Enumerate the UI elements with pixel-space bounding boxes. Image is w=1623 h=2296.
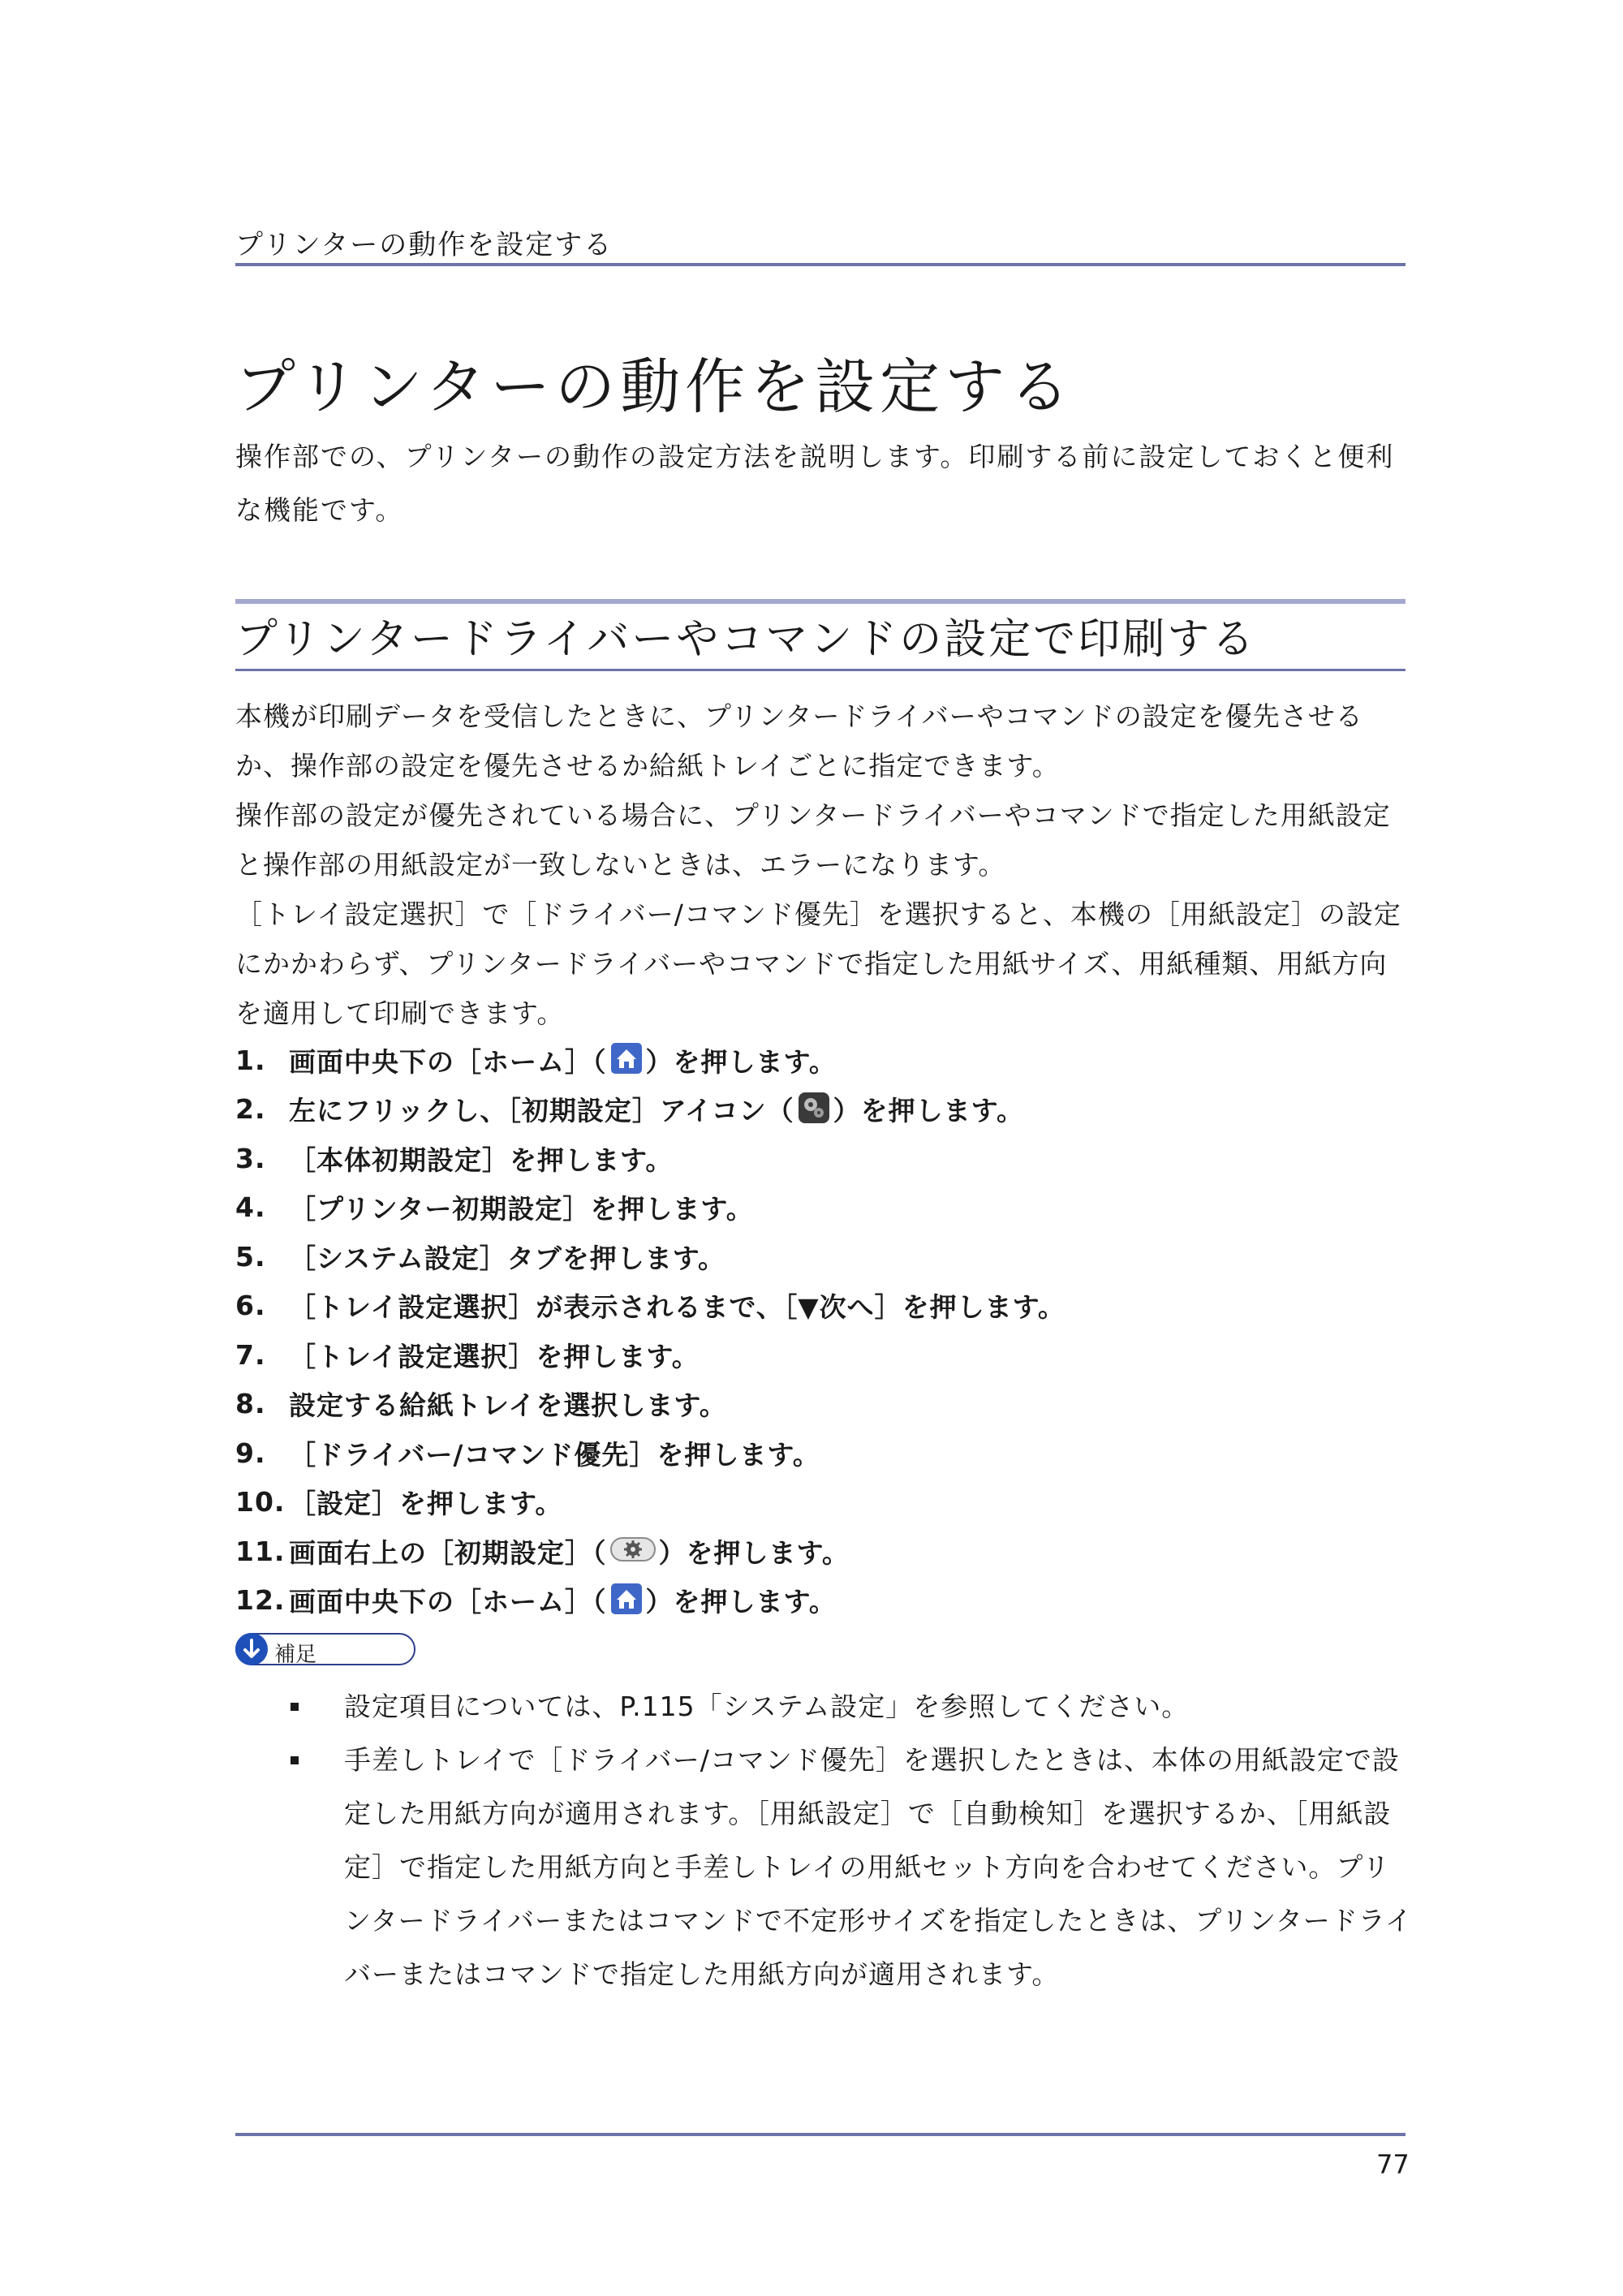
- section-rule-top: [235, 599, 1406, 604]
- step-item: [235, 1134, 1404, 1183]
- step-number: 5.: [235, 1240, 266, 1273]
- body-paragraph: 本機が印刷データを受信したときに、プリンタードライバーやコマンドの設定を優先させるか、操作部の設定を優先させるか給紙トレイごとに指定できます。: [235, 700, 1363, 782]
- procedure-steps: [235, 1036, 1404, 1625]
- step-text-after: ）を押します。: [645, 1586, 837, 1618]
- step-text-after: ）を押します。: [645, 1045, 837, 1078]
- bullet-marker: [291, 1703, 299, 1711]
- step-number: 3.: [235, 1142, 266, 1174]
- step-text: 画面中央下の［ホーム］（: [289, 1586, 607, 1618]
- note-label: 補足: [274, 1643, 317, 1667]
- step-text: 画面中央下の［ホーム］（: [289, 1045, 607, 1078]
- note-text: 設定項目については、P.115「システム設定」を参照してください。: [344, 1691, 1190, 1722]
- step-item: [235, 1428, 1404, 1478]
- step-text: 左にフリックし、［初期設定］アイコン（: [289, 1095, 794, 1127]
- step-number: 7.: [235, 1338, 266, 1371]
- settings-app-icon: [798, 1092, 830, 1124]
- gear-icon: [610, 1533, 656, 1566]
- footer-rule: [235, 2133, 1406, 2136]
- running-head: プリンターの動作を設定する: [235, 229, 613, 261]
- step-number: 8.: [235, 1388, 266, 1420]
- note-item: [289, 1734, 1417, 2001]
- intro-paragraph: 操作部での、プリンターの動作の設定方法を説明します。印刷する前に設定しておくと便利な機能です。: [235, 441, 1395, 526]
- step-text-after: ）を押します。: [658, 1536, 850, 1569]
- section-rule-bottom: [235, 669, 1406, 671]
- step-text: ［トレイ設定選択］が表示されるまで、［▼次へ］を押します。: [289, 1291, 1065, 1324]
- step-item: [235, 1527, 1404, 1576]
- step-item: [235, 1183, 1404, 1233]
- step-text: 設定する給紙トレイを選択します。: [289, 1389, 727, 1422]
- step-item: [235, 1478, 1404, 1527]
- body-paragraph: 操作部の設定が優先されている場合に、プリンタードライバーやコマンドで指定した用紙設定と操作部の用紙設定が一致しないときは、エラーになります。: [235, 799, 1391, 881]
- step-text: ［ドライバー/コマンド優先］を押します。: [289, 1438, 820, 1471]
- step-text: ［設定］を押します。: [289, 1488, 563, 1520]
- step-text: ［システム設定］タブを押します。: [289, 1242, 726, 1274]
- note-badge: [235, 1633, 415, 1665]
- page-title: プリンターの動作を設定する: [235, 352, 1075, 422]
- header-rule: [235, 263, 1406, 266]
- home-icon: [610, 1042, 643, 1075]
- step-text: ［本体初期設定］を押します。: [289, 1144, 674, 1176]
- step-item: [235, 1232, 1404, 1282]
- note-item: [289, 1680, 1417, 1734]
- step-number: 2.: [235, 1093, 266, 1126]
- section-heading: プリンタードライバーやコマンドの設定で印刷する: [235, 615, 1257, 664]
- step-text-after: ）を押します。: [833, 1095, 1024, 1127]
- step-text: ［トレイ設定選択］を押します。: [289, 1340, 700, 1372]
- step-number: 6.: [235, 1290, 266, 1322]
- step-text: ［プリンター初期設定］を押します。: [289, 1193, 754, 1226]
- step-item: [235, 1282, 1404, 1331]
- step-number: 11.: [235, 1535, 286, 1567]
- step-number: 12.: [235, 1584, 286, 1617]
- step-item: [235, 1380, 1404, 1429]
- step-item: [235, 1330, 1404, 1380]
- arrow-down-icon: [235, 1633, 268, 1665]
- bullet-marker: [291, 1756, 299, 1764]
- page-number: 77: [1376, 2149, 1410, 2180]
- step-item: [235, 1576, 1404, 1626]
- step-number: 4.: [235, 1191, 266, 1224]
- step-item: [235, 1036, 1404, 1085]
- step-text: 画面右上の［初期設定］（: [289, 1536, 607, 1569]
- home-icon: [610, 1583, 643, 1615]
- step-number: 10.: [235, 1486, 286, 1518]
- section-body: [235, 691, 1414, 1038]
- note-list: [289, 1680, 1417, 2001]
- step-number: 9.: [235, 1437, 266, 1469]
- step-number: 1.: [235, 1044, 266, 1076]
- note-text: 手差しトレイで［ドライバー/コマンド優先］を選択したときは、本体の用紙設定で設定した用紙方向が適用されます。［用紙設定］で［自動検知］を選択するか、［用紙設定］で指定した用紙方向と手差しトレイの用紙セット方向を合わせてください。プリンタードライバーまたはコマンドで不定形サイズを指定したときは、プリンタードライバーまたはコマンドで指定した用紙方向が適用されます。: [344, 1744, 1413, 1990]
- body-paragraph: ［トレイ設定選択］で［ドライバー/コマンド優先］を選択すると、本機の［用紙設定］の設定にかかわらず、プリンタードライバーやコマンドで指定した用紙サイズ、用紙種類、用紙方向を適用して印刷できます。: [235, 898, 1401, 1029]
- step-item: [235, 1085, 1404, 1135]
